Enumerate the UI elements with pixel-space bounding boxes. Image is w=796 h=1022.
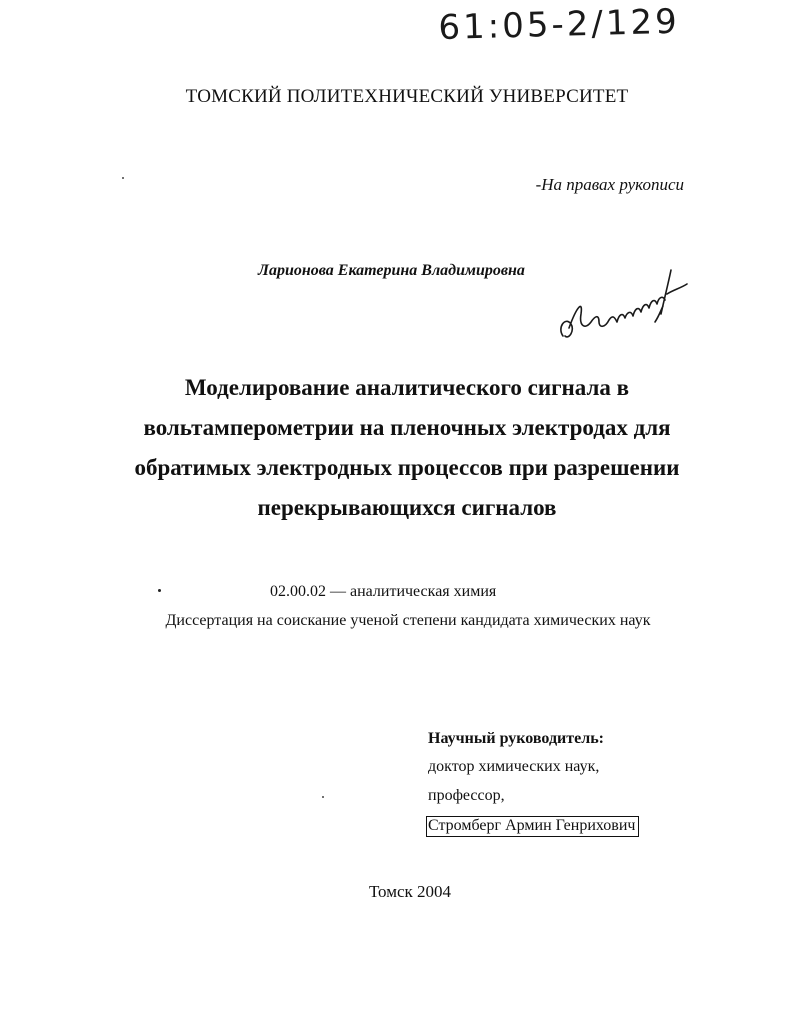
author-name: Ларионова Екатерина Владимировна — [258, 262, 525, 279]
city-year: Томск 2004 — [368, 882, 452, 901]
title-line: вольтамперометрии на пленочных электродах для — [143, 415, 671, 440]
title-line: обратимых электродных процессов при разрешении — [134, 455, 680, 480]
supervisor-heading: Научный руководитель: — [428, 730, 604, 747]
scan-speck — [122, 177, 124, 179]
scan-speck — [158, 589, 161, 592]
scan-speck — [322, 796, 324, 798]
rights-notice: -На правах рукописи — [535, 175, 684, 194]
title-line: Моделирование аналитического сигнала в — [184, 375, 630, 400]
supervisor-name: Стромберг Армин Генрихович — [426, 816, 639, 837]
university-name: ТОМСКИЙ ПОЛИТЕХНИЧЕСКИЙ УНИВЕРСИТЕТ — [185, 86, 629, 107]
dissertation-title — [0, 368, 796, 528]
author-signature-icon — [555, 266, 695, 352]
supervisor-degree: доктор химических наук, — [428, 758, 600, 775]
archive-code-handwritten: 61:05-2/129 — [438, 1, 681, 48]
title-line: перекрывающихся сигналов — [257, 495, 557, 520]
supervisor-block — [428, 730, 639, 848]
degree-statement: Диссертация на соискание ученой степени кандидата химических наук — [165, 612, 651, 629]
supervisor-title: профессор, — [428, 787, 505, 804]
specialty-code: 02.00.02 — аналитическая химия — [270, 583, 497, 600]
